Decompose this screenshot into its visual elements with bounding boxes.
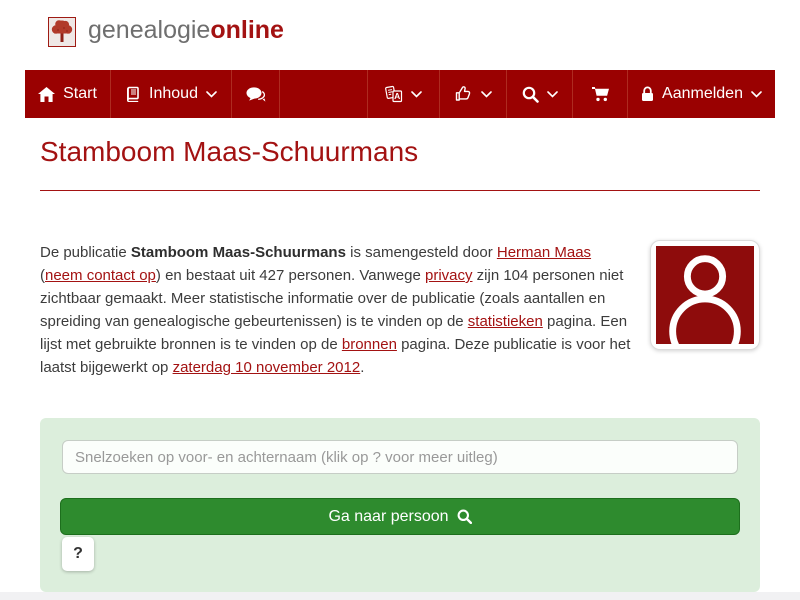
thumbs-up-icon [455,86,473,102]
person-icon [656,246,754,344]
quicksearch-panel [40,418,760,592]
nav-spacer [280,70,368,118]
intro-link[interactable]: zaterdag 10 november 2012 [172,359,361,376]
help-button[interactable]: ? [62,537,94,571]
nav-item-language[interactable] [368,70,440,118]
intro-text: is samengesteld door [345,244,497,261]
nav-item-label: Start [63,85,97,102]
title-divider [40,190,760,191]
chevron-down-icon [547,91,558,98]
go-to-person-button[interactable] [60,498,740,535]
intro-text: . [360,359,365,376]
search-icon [457,509,472,524]
author-avatar[interactable] [650,240,760,350]
chevron-down-icon [481,91,492,98]
intro-text: ) en bestaat uit 427 personen. Vanwege [155,267,425,284]
tree-icon [49,18,75,46]
translate-icon [385,85,403,103]
nav-item-cart[interactable] [573,70,628,118]
main-nav [25,70,775,118]
intro-text: pagina. Deze publicatie is voor het laatst bijgewerkt op [40,336,631,376]
intro-link[interactable]: neem contact op [45,267,156,284]
footer-strip [0,592,800,600]
page-title: Stamboom Maas-Schuurmans [40,136,419,167]
search-icon [522,86,539,103]
intro-link[interactable]: statistieken [467,313,543,330]
site-logo[interactable] [48,17,76,47]
chevron-down-icon [751,91,762,98]
chat-icon [246,87,266,102]
intro-link[interactable]: bronnen [341,336,397,353]
book-icon [125,86,141,102]
intro-link[interactable]: privacy [424,267,473,284]
nav-item-label: Inhoud [149,85,198,102]
nav-item-messages[interactable] [232,70,280,118]
nav-item-search[interactable] [507,70,573,118]
chevron-down-icon [206,91,217,98]
cart-icon [591,86,610,102]
intro-bold-text: Stamboom Maas-Schuurmans [130,244,346,261]
intro-text: De publicatie [40,244,131,261]
home-icon [38,87,55,102]
intro-text: zijn 104 personen niet zichtbaar gemaakt. Meer statistische informatie over de publicatie (zoals aantallen en spreiding van genealogische gebeurtenissen) is te vinden op de [40,267,624,330]
intro-text: pagina. Een lijst met gebruikte bronnen is te vinden op de [40,313,628,353]
svg-text:A: A [394,91,401,102]
nav-item-start[interactable] [25,70,111,118]
nav-item-label: Aanmelden [662,85,743,102]
chevron-down-icon [411,91,422,98]
brand-gray: genealogie [88,16,211,44]
intro-text: ( [40,267,45,284]
quicksearch-input[interactable] [62,440,738,474]
nav-item-inhoud[interactable] [111,70,232,118]
intro-link[interactable]: Herman Maas [496,244,592,261]
brand-red: online [210,16,284,44]
lock-icon [641,86,654,102]
intro-paragraph [40,241,632,379]
go-to-person-label: Ga naar persoon [328,507,449,525]
nav-item-recommend[interactable] [440,70,507,118]
nav-item-aanmelden[interactable] [628,70,775,118]
brand-wordmark[interactable] [88,16,284,45]
